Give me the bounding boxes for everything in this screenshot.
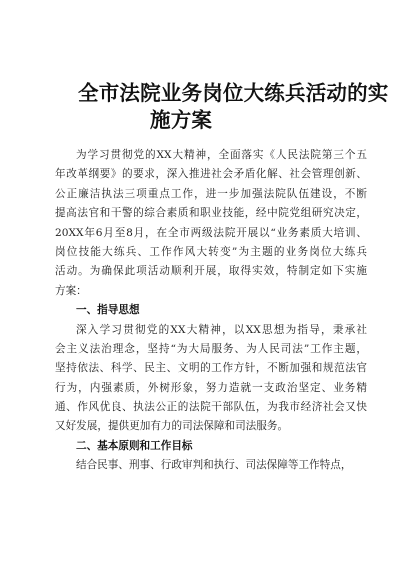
section-line: 行为，内强素质，外树形象，努力造就一支政治坚定、业务精 [55, 381, 367, 394]
document-body [55, 146, 367, 476]
document-title [78, 80, 389, 134]
section-line: 坚持依法、科学、民主、文明的工作方针，不断加强和规范法官 [55, 362, 367, 375]
section-line: 又好发展，提供更加有力的司法保障和司法服务。 [55, 420, 289, 433]
intro-line: 年改革纲要》的要求，深入推进社会矛盾化解、社会管理创新、 [55, 168, 367, 181]
section-paragraph-2 [55, 456, 367, 475]
intro-paragraph [55, 146, 367, 301]
section-heading-1 [55, 301, 367, 320]
intro-line: 20XX年6月至8月，在全市两级法院开展以“业务素质大培训、 [55, 226, 367, 239]
document-title-line-1: 全市法院业务岗位大练兵活动的实 [78, 81, 389, 105]
section-line: 深入学习贯彻党的XX大精神，以XX思想为指导，秉承社 [76, 323, 367, 336]
section-line: 通、作风优良、执法公正的法院干部队伍，为我市经济社会又快 [55, 401, 367, 414]
section-heading-text: 一、指导思想 [76, 304, 140, 317]
section-heading-text: 二、基本原则和工作目标 [76, 439, 193, 452]
intro-line: 岗位技能大练兵、工作作风大转变”为主题的业务岗位大练兵 [55, 245, 367, 258]
intro-line: 活动。为确保此项活动顺利开展，取得实效，特制定如下实施 [55, 265, 367, 278]
section-line: 会主义法治理念，坚持“为大局服务、为人民司法”工作主题， [55, 342, 367, 355]
section-line: 结合民事、刑事、行政审判和执行、司法保障等工作特点， [76, 459, 352, 472]
intro-line: 提高法官和干警的综合素质和职业技能，经中院党组研究决定， [55, 207, 367, 220]
intro-line: 为学习贯彻党的XX大精神，全面落实《人民法院第三个五 [76, 149, 367, 161]
document-title-line-2: 施方案 [150, 108, 213, 132]
intro-line: 方案： [55, 284, 87, 297]
intro-line: 公正廉洁执法三项重点工作，进一步加强法院队伍建设，不断 [55, 187, 367, 200]
section-paragraph-1 [55, 321, 367, 437]
section-heading-2 [55, 437, 367, 456]
